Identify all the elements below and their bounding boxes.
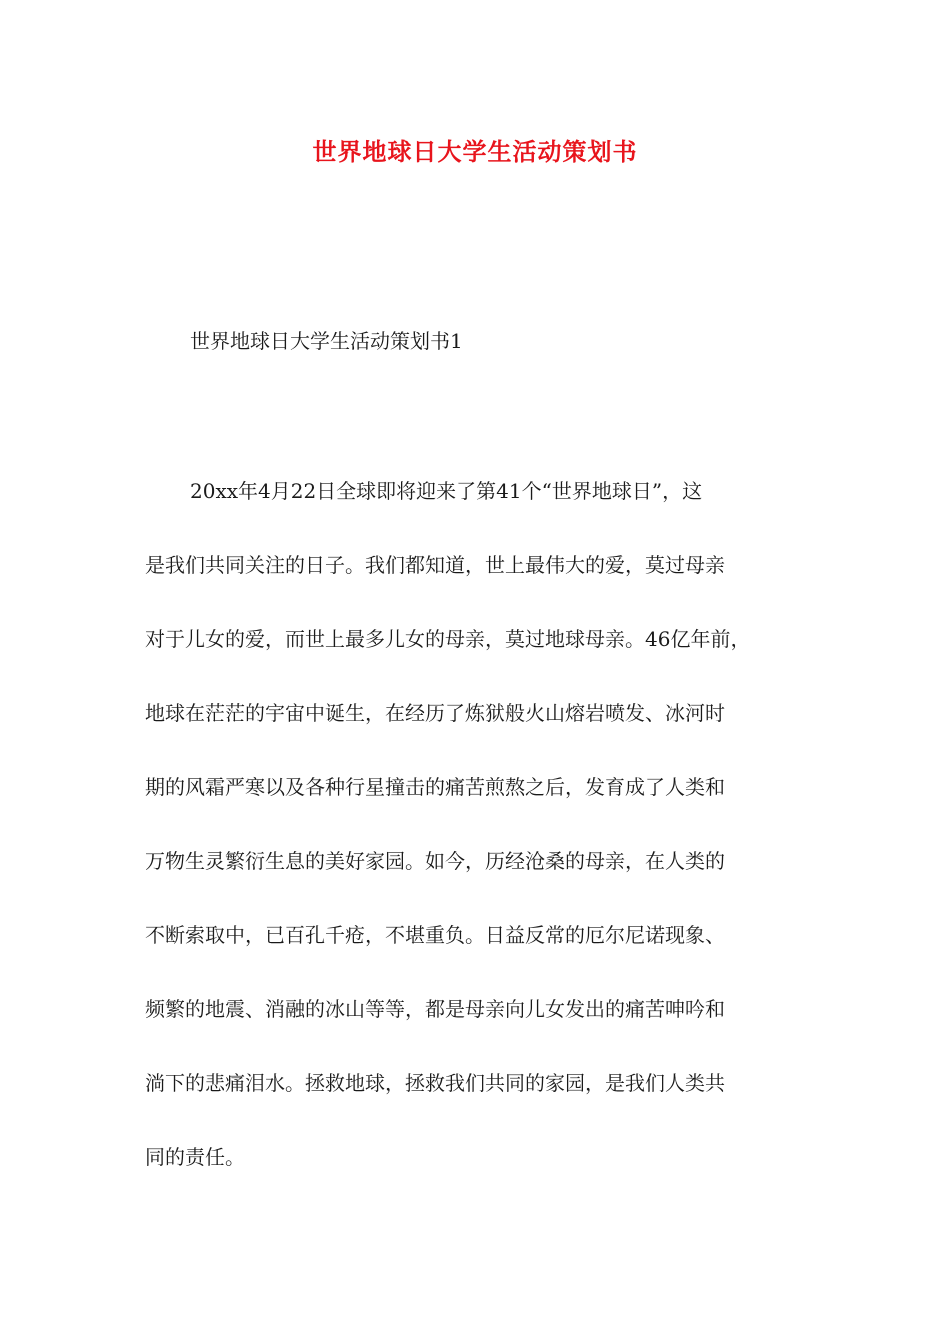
body-line: 万物生灵繁衍生息的美好家园。如今，历经沧桑的母亲，在人类的 [145, 849, 725, 873]
body-line: 20xx年4月22日全球即将迎来了第41个“世界地球日”，这 [190, 479, 703, 503]
body-paragraph [145, 476, 825, 1216]
body-line: 频繁的地震、消融的冰山等等，都是母亲向儿女发出的痛苦呻吟和 [145, 997, 725, 1021]
body-line: 不断索取中，已百孔千疮，不堪重负。日益反常的厄尔尼诺现象、 [145, 923, 725, 947]
body-line: 期的风霜严寒以及各种行星撞击的痛苦煎熬之后，发育成了人类和 [145, 775, 725, 799]
section-heading: 世界地球日大学生活动策划书1 [190, 329, 463, 353]
body-line: 对于儿女的爱，而世上最多儿女的母亲，莫过地球母亲。46亿年前， [145, 627, 751, 651]
body-line: 是我们共同关注的日子。我们都知道，世上最伟大的爱，莫过母亲 [145, 553, 725, 577]
body-line: 同的责任。 [145, 1145, 245, 1169]
body-line: 淌下的悲痛泪水。拯救地球，拯救我们共同的家园，是我们人类共 [145, 1071, 725, 1095]
body-line: 地球在茫茫的宇宙中诞生，在经历了炼狱般火山熔岩喷发、冰河时 [145, 701, 725, 725]
document-title: 世界地球日大学生活动策划书 [312, 137, 638, 166]
